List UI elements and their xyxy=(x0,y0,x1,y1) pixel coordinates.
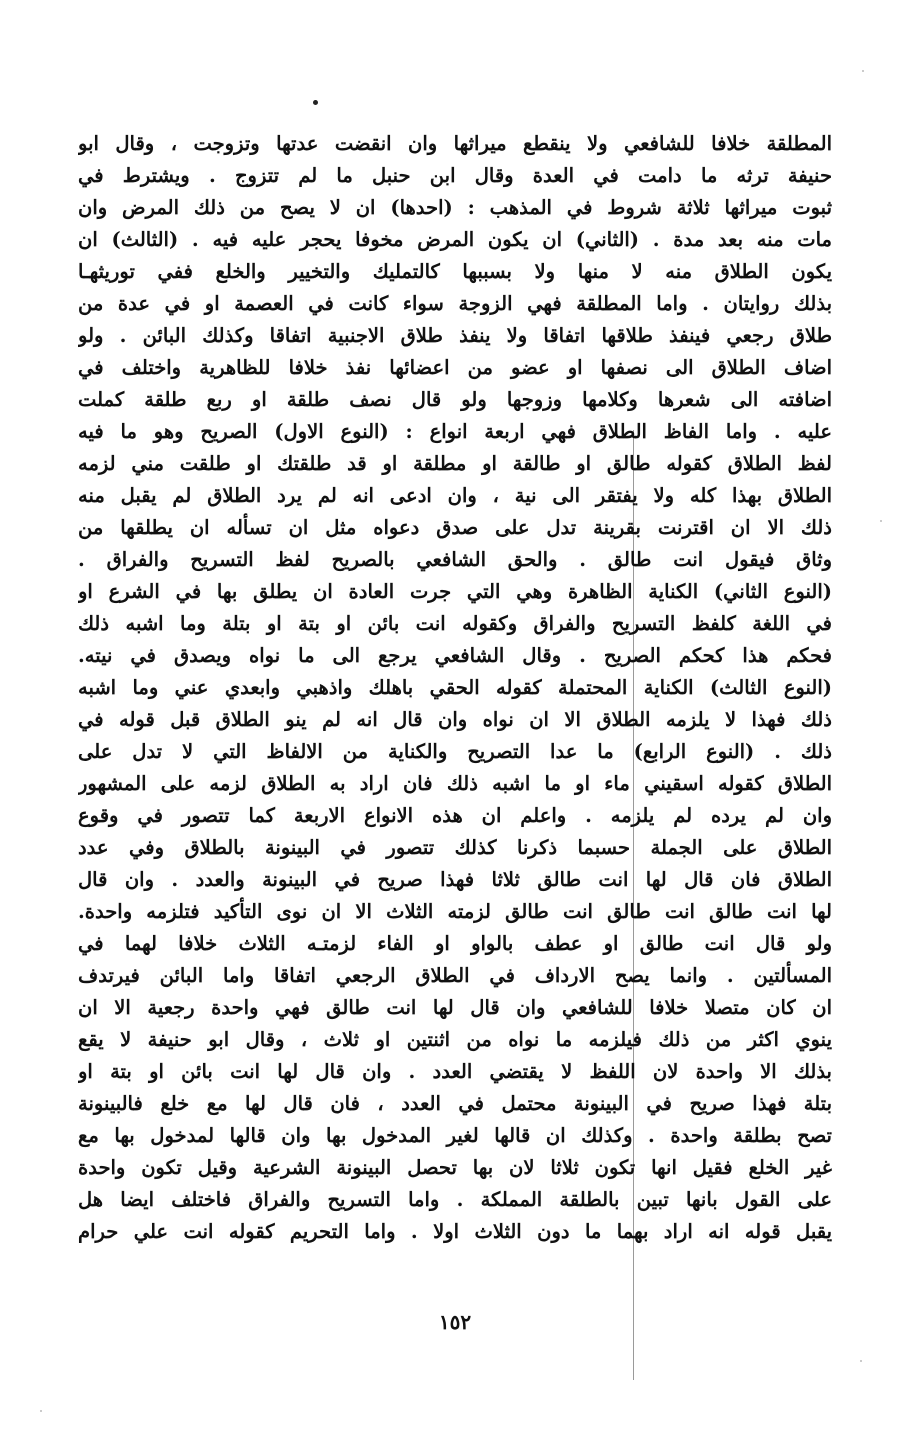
text-line: تصح بطلقة واحدة . وكذلك ان قالها لغير المدخول بها وان قالها لمدخول بها مع xyxy=(78,1124,832,1147)
text-line: (النوع الثالث) الكناية المحتملة كقوله الحقي باهلك واذهبي وابعدي عني وما اشبه xyxy=(78,676,832,699)
text-line: المطلقة خلافا للشافعي ولا ينقطع ميراثها وان انقضت عدتها وتزوجت ، وقال ابو xyxy=(78,132,832,155)
text-line: فحكم هذا كحكم الصريح . وقال الشافعي يرجع الى ما نواه ويصدق في نيته. xyxy=(78,644,832,667)
text-line: ذلك . (النوع الرابع) ما عدا التصريح والكناية من الالفاظ التي لا تدل على xyxy=(78,740,832,763)
text-line: (النوع الثاني) الكناية الظاهرة وهي التي جرت العادة ان يطلق بها في الشرع او xyxy=(78,580,832,603)
body-text xyxy=(78,128,832,1248)
text-line: ذلك الا ان اقترنت بقرينة تدل على صدق دعواه مثل ان تسأله ان يطلقها من xyxy=(78,516,832,539)
text-line: اضاف الطلاق الى نصفها او عضو من اعضائها نفذ خلافا للظاهرية واختلف في xyxy=(78,356,832,379)
text-line: يكون الطلاق منه لا منها ولا بسببها كالتمليك والتخيير والخلع ففي توريثهـا xyxy=(78,260,832,283)
page-number: ١٥٢ xyxy=(438,1310,472,1334)
scan-speck xyxy=(862,70,864,72)
text-line: بتلة فهذا صريح في البينونة محتمل في العدد ، فان قال لها مع خلع فالبينونة xyxy=(78,1092,832,1115)
text-line: الطلاق كقوله اسقيني ماء او ما اشبه ذلك فان اراد به الطلاق لزمه على المشهور xyxy=(78,772,832,795)
text-line: المسألتين . وانما يصح الارداف في الطلاق الرجعي اتفاقا واما البائن فيرتدف xyxy=(78,964,832,987)
text-line: ولو قال انت طالق او عطف بالواو او الفاء لزمتـه الثلاث خلافا لهما في xyxy=(78,932,832,955)
text-line: ثبوت ميراثها ثلاثة شروط في المذهب : (احدها) ان لا يصح من ذلك المرض وان xyxy=(78,196,832,219)
text-line: عليه . واما الفاظ الطلاق فهي اربعة انواع : (النوع الاول) الصريح وهو ما فيه xyxy=(78,420,832,443)
text-line: ان كان متصلا خلافا للشافعي وان قال لها انت طالق فهي واحدة رجعية الا ان xyxy=(78,996,832,1019)
ink-dot xyxy=(313,100,318,105)
text-line: الطلاق فان قال لها انت طالق ثلاثا فهذا صريح في البينونة والعدد . وان قال xyxy=(78,868,832,891)
text-line: بذلك الا واحدة لان اللفظ لا يقتضي العدد . وان قال لها انت بائن او بتة او xyxy=(78,1060,832,1083)
text-line: طلاق رجعي فينفذ طلاقها اتفاقا ولا ينفذ طلاق الاجنبية اتفاقا وكذلك البائن . ولو xyxy=(78,324,832,347)
text-line: اضافته الى شعرها وكلامها وزوجها ولو قال نصف طلقة او ربع طلقة كملت xyxy=(78,388,832,411)
text-line: مات منه بعد مدة . (الثاني) ان يكون المرض مخوفا يحجر عليه فيه . (الثالث) ان xyxy=(78,228,832,251)
text-line: لفظ الطلاق كقوله طالق او طالقة او مطلقة او قد طلقتك او طلقت مني لزمه xyxy=(78,452,832,475)
scan-speck xyxy=(880,520,882,522)
text-line: بذلك روايتان . واما المطلقة فهي الزوجة سواء كانت في العصمة او في عدة من xyxy=(78,292,832,315)
text-line: حنيفة ترثه ما دامت في العدة وقال ابن حنبل ما لم تتزوج . ويشترط في xyxy=(78,164,832,187)
text-line: الطلاق على الجملة حسبما ذكرنا كذلك تتصور في البينونة بالطلاق وفي عدد xyxy=(78,836,832,859)
scan-speck xyxy=(40,1410,42,1412)
scan-speck xyxy=(860,1360,862,1362)
text-line: ينوي اكثر من ذلك فيلزمه ما نواه من اثنتين او ثلاث ، وقال ابو حنيفة لا يقع xyxy=(78,1028,832,1051)
text-line: ذلك فهذا لا يلزمه الطلاق الا ان نواه وان قال انه لم ينو الطلاق قبل قوله في xyxy=(78,708,832,731)
text-line: غير الخلع فقيل انها تكون ثلاثا لان بها تحصل البينونة الشرعية وقيل تكون واحدة xyxy=(78,1156,832,1179)
text-line: على القول بانها تبين بالطلقة المملكة . واما التسريح والفراق فاختلف ايضا هل xyxy=(78,1188,832,1211)
text-line: وان لم يرده لم يلزمه . واعلم ان هذه الانواع الاربعة كما تتصور في وقوع xyxy=(78,804,832,827)
text-line: لها انت طالق انت طالق انت طالق لزمته الثلاث الا ان نوى التأكيد فتلزمه واحدة. xyxy=(78,900,832,923)
text-line: يقبل قوله انه اراد بهما ما دون الثلاث اولا . واما التحريم كقوله انت علي حرام xyxy=(78,1220,832,1243)
text-line: في اللغة كلفظ التسريح والفراق وكقوله انت بائن او بتة او بتلة وما اشبه ذلك xyxy=(78,612,832,635)
text-line: الطلاق بهذا كله ولا يفتقر الى نية ، وان ادعى انه لم يرد الطلاق لم يقبل منه xyxy=(78,484,832,507)
text-line: وثاق فيقول انت طالق . والحق الشافعي بالصريح لفظ التسريح والفراق . xyxy=(78,548,832,571)
